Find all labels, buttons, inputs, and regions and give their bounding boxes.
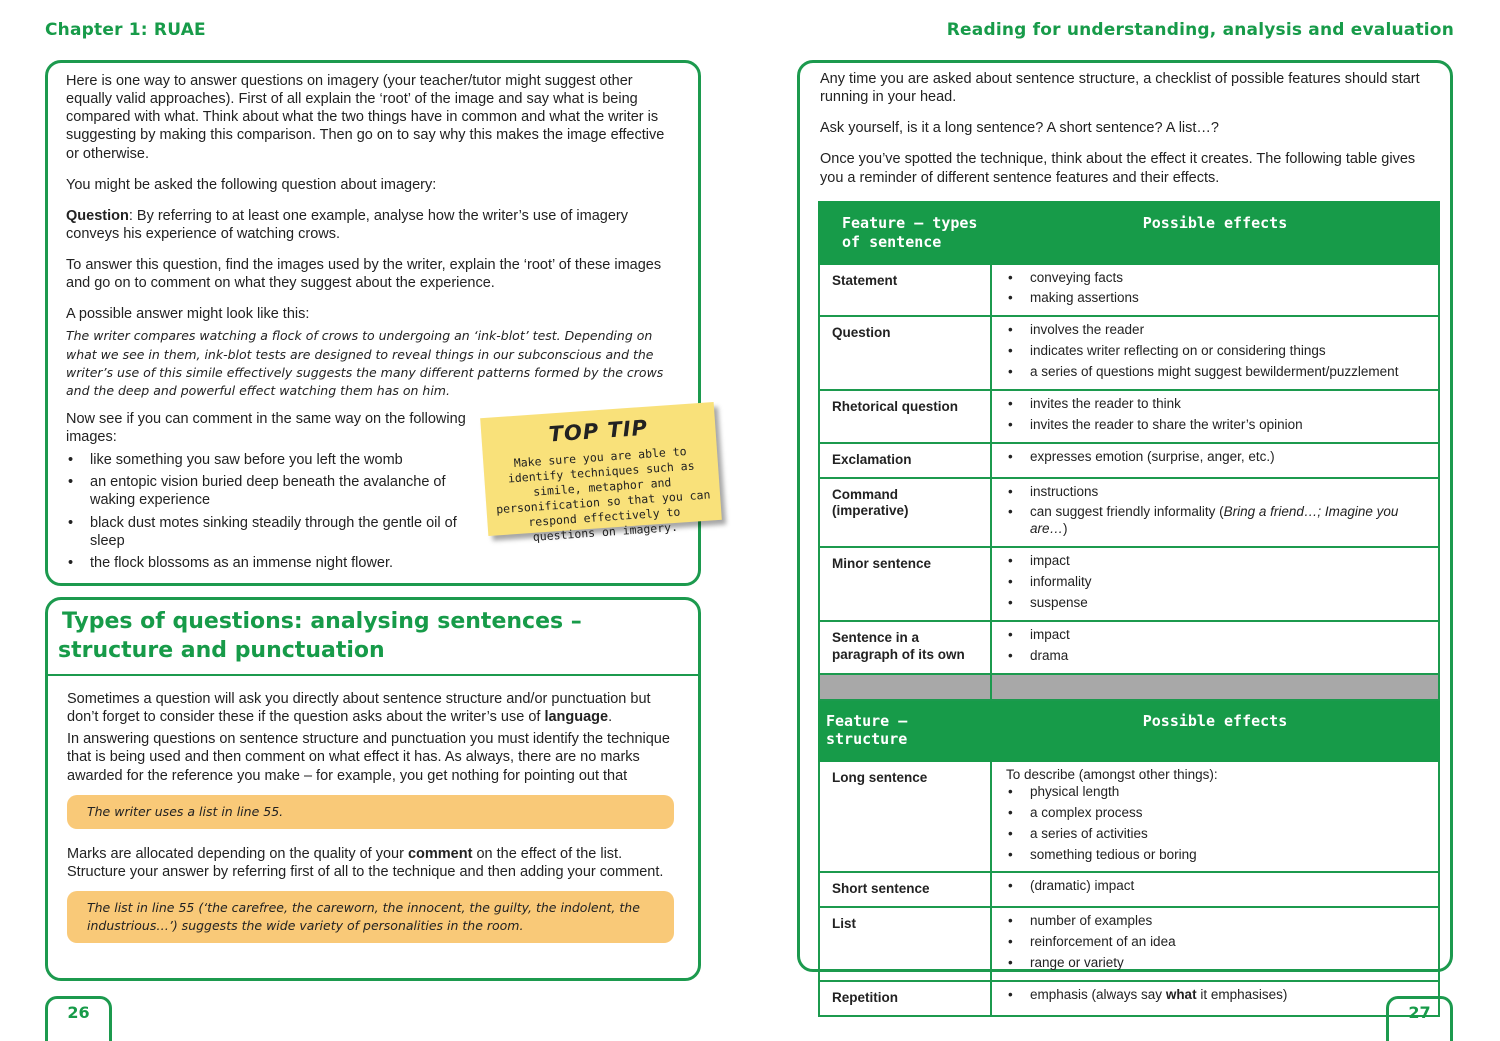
table2-header-feature: Feature – structure <box>819 700 991 762</box>
effect-item: • a series of activities <box>1006 826 1426 843</box>
feature-cell: Command (imperative) <box>819 478 991 548</box>
list-item: • an entopic vision buried deep beneath the avalanche of waking experience <box>66 473 476 509</box>
feature-cell: Sentence in a paragraph of its own <box>819 621 991 674</box>
table-row <box>819 907 1439 981</box>
example-pill-1: The writer uses a list in line 55. <box>67 795 674 829</box>
chapter-header: Chapter 1: RUAE <box>45 20 206 40</box>
feature-cell: Question <box>819 316 991 390</box>
table1-header-feature: Feature – types of sentence <box>819 202 991 264</box>
table-row <box>819 981 1439 1016</box>
imagery-question <box>66 207 680 243</box>
page-number-right: 27 <box>1386 996 1453 1041</box>
imagery-answer-guidance: To answer this question, find the images used by the writer, explain the ‘root’ of these images and go on to comment on what they suggest about the experience. <box>66 257 662 292</box>
top-tip-note <box>480 402 722 544</box>
table1-header-effects: Possible effects <box>991 202 1439 264</box>
effect-item: • conveying facts <box>1006 270 1426 287</box>
list-item: • the flock blossoms as an immense night flower. <box>66 554 476 572</box>
effect-text: emphasis (always say <box>1030 986 1166 1002</box>
section-header: Reading for understanding, analysis and evaluation <box>946 20 1454 40</box>
imagery-intro: Here is one way to answer questions on imagery (your teacher/tutor might suggest other equally valid approaches). First of all explain the ‘root’ of the image and say what is being compared with what. Think about what the two things have in common and what the writer is suggesting by making this comparison. Then go on to say why this makes the image effective or otherwise. <box>66 73 665 162</box>
effect-item: • (dramatic) impact <box>1006 878 1426 895</box>
effect-item: • making assertions <box>1006 290 1426 307</box>
page-number-left: 26 <box>45 996 112 1041</box>
section-title-line2: structure and punctuation <box>58 637 385 663</box>
top-tip-title: TOP TIP <box>547 415 649 447</box>
effect-item: • informality <box>1006 574 1426 591</box>
right-questions: Ask yourself, is it a long sentence? A short sentence? A list…? <box>820 120 1219 137</box>
imagery-task: Now see if you can comment in the same way on the following images: <box>66 410 466 445</box>
section-intro-bold: language <box>544 709 609 726</box>
effect-item: • expresses emotion (surprise, anger, etc.) <box>1006 449 1426 466</box>
question-text: : By referring to at least one example, analyse how the writer’s use of imagery conveys his experience of watching crows. <box>66 207 628 242</box>
section-marks-text: Marks are allocated depending on the quality of your <box>67 845 408 862</box>
effect-intro: To describe (amongst other things): <box>1006 767 1218 782</box>
feature-cell: Minor sentence <box>819 547 991 621</box>
table-row <box>819 761 1439 872</box>
effect-item: • involves the reader <box>1006 322 1426 339</box>
list-item: • black dust motes sinking steadily through the gentle oil of sleep <box>66 514 476 550</box>
table-row <box>819 872 1439 907</box>
feature-cell: Long sentence <box>819 761 991 872</box>
effect-item: • indicates writer reflecting on or considering things <box>1006 343 1426 360</box>
feature-cell: Rhetorical question <box>819 390 991 443</box>
feature-cell: Repetition <box>819 981 991 1016</box>
feature-cell: Statement <box>819 264 991 317</box>
sentence-features-table <box>818 201 1440 1017</box>
sentences-section-box <box>45 597 701 981</box>
effect-item <box>1006 987 1426 1004</box>
effect-text-end: ) <box>1063 521 1068 537</box>
effect-item: • invites the reader to share the writer’s opinion <box>1006 417 1426 434</box>
section-intro-text: Sometimes a question will ask you directly about sentence structure and/or punctuation but don’t forget to consider these if the question asks about the writer’s use of <box>67 691 651 726</box>
right-intro: Any time you are asked about sentence structure, a checklist of possible features should start running in your head. <box>820 71 1420 106</box>
imagery-question-intro: You might be asked the following question about imagery: <box>66 176 437 193</box>
effect-item: • a series of questions might suggest bewilderment/puzzlement <box>1006 364 1426 381</box>
section-heading <box>48 600 698 676</box>
section-marks <box>67 845 674 881</box>
question-label: Question <box>66 207 129 224</box>
table-row <box>819 621 1439 674</box>
effect-item: • something tedious or boring <box>1006 847 1426 864</box>
table-row <box>819 316 1439 390</box>
table2-header-effects: Possible effects <box>991 700 1439 762</box>
effect-item <box>1006 504 1426 538</box>
effect-item: • invites the reader to think <box>1006 396 1426 413</box>
effect-item: • a complex process <box>1006 805 1426 822</box>
feature-cell: List <box>819 907 991 981</box>
section-intro <box>67 690 674 726</box>
imagery-sample-answer: The writer compares watching a flock of crows to undergoing an ‘ink-blot’ test. Depending on what we see in them, ink-blot tests are designed to reveal things in our subconscious and the writer’s use of this simile effectively suggests the many different patterns formed by the crows and the deep and powerful effect watching them has on him. <box>66 328 664 398</box>
list-item: • like something you saw before you left the womb <box>66 451 476 469</box>
right-table-intro: Once you’ve spotted the technique, think about the effect it creates. The following table gives you a reminder of different sentence features and their effects. <box>820 151 1416 186</box>
effect-item: • number of examples <box>1006 913 1426 930</box>
section-intro-end: . <box>608 709 613 726</box>
effect-item: • drama <box>1006 648 1426 665</box>
feature-cell: Short sentence <box>819 872 991 907</box>
feature-cell: Exclamation <box>819 443 991 478</box>
section-guidance: In answering questions on sentence structure and punctuation you must identify the technique that is being used and then comment on what effect it has. As always, there are no marks awarded for the reference you make – for example, you get nothing for pointing out that <box>67 731 670 784</box>
table-row <box>819 547 1439 621</box>
effect-item: • reinforcement of an idea <box>1006 934 1426 951</box>
table-row <box>819 478 1439 548</box>
effect-item: • instructions <box>1006 484 1426 501</box>
table-row <box>819 264 1439 317</box>
imagery-list <box>66 451 476 572</box>
effect-item: • range or variety <box>1006 955 1426 972</box>
effect-item: • suspense <box>1006 595 1426 612</box>
effect-bold: what <box>1165 986 1197 1002</box>
section-marks-bold: comment <box>407 845 473 862</box>
effect-text: can suggest friendly informality ( <box>1030 504 1224 520</box>
effect-item: • impact <box>1006 627 1426 644</box>
imagery-answer-intro: A possible answer might look like this: <box>66 306 310 323</box>
section-marks-end: on the effect of the list. Structure your answer by referring first of all to the technique and then adding your comment. <box>67 845 664 880</box>
table-row <box>819 390 1439 443</box>
effect-example: Bring a friend…; Imagine you are… <box>1030 504 1399 537</box>
top-tip-text: Make sure you are able to identify techniques such as simile, metaphor and personification so that you can respond effectively to questions on imagery. <box>495 444 711 544</box>
effect-item: • impact <box>1006 553 1426 570</box>
separator-row <box>819 674 1439 700</box>
table-row <box>819 443 1439 478</box>
example-pill-2: The list in line 55 (‘the carefree, the careworn, the innocent, the guilty, the indolent, the industrious…’) suggests the wide variety of personalities in the room. <box>67 891 674 943</box>
effect-item: • physical length <box>1006 784 1426 801</box>
section-title-line1: Types of questions: analysing sentences – <box>62 609 582 634</box>
effect-text-end: it emphasises) <box>1196 986 1288 1002</box>
